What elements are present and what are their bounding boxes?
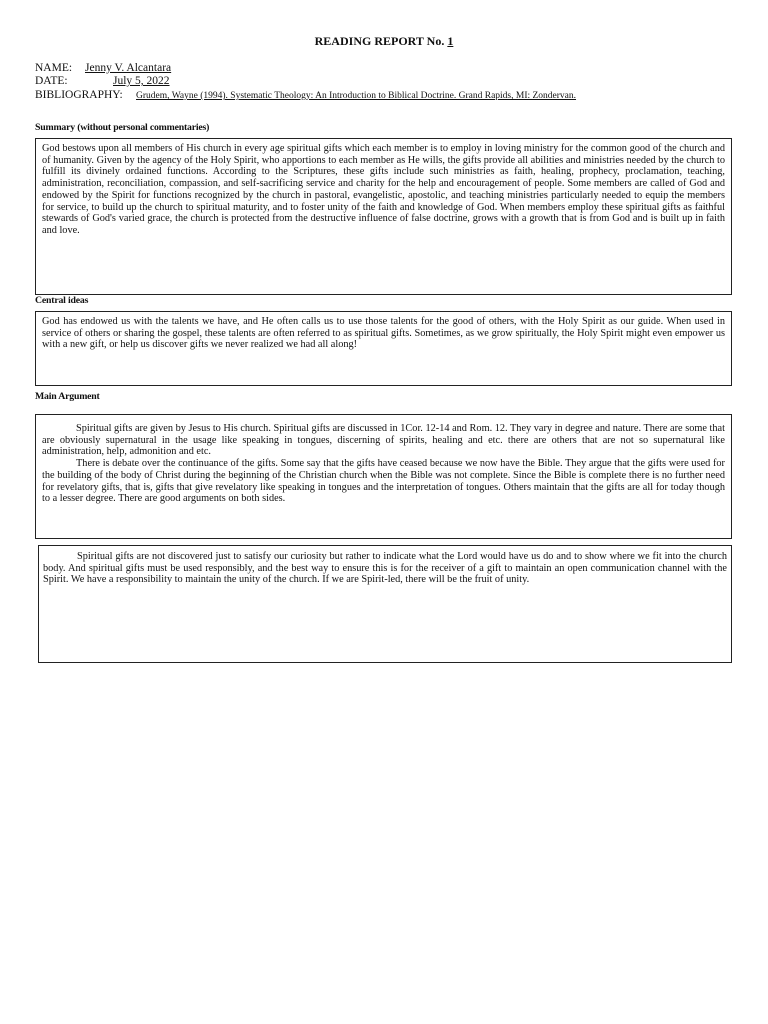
summary-box (35, 138, 732, 295)
continuation-paragraph: Spiritual gifts are not discovered just to satisfy our curiosity but rather to indicate what the Lord would have us do and to show where we fit into the church body. And spiritual gifts must be used responsibly, and the best way to ensure this is for the receiver of a gift to maintain an open communication channel with the Spirit. We have a responsibility to maintain the unity of the church. If we are Spirit-led, there will be the fruit of unity. (43, 551, 727, 586)
report-number: 1 (447, 34, 454, 48)
report-title-prefix: READING REPORT No. (314, 34, 445, 48)
continuation-box (38, 545, 732, 663)
main-argument-heading: Main Argument (35, 391, 100, 402)
date-row (35, 75, 170, 87)
date-label: DATE: (35, 75, 68, 87)
date-value: July 5, 2022 (113, 75, 170, 87)
main-argument-paragraph-2: There is debate over the continuance of the gifts. Some say that the gifts have ceased because we now have the Bible. They argue that the gifts were used for the building of the body of Christ during the beginning of the Christian church when the Bible was not complete. Since the Bible is complete there is no further need for revelatory gifts, that is, gifts that give revelatory like speaking in tongues and the interpretation of tongues. Others maintain that the gifts are all for today though to a lesser degree. There are good arguments on both sides. (42, 458, 725, 505)
continuation-clip (43, 551, 727, 596)
main-argument-paragraph-1: Spiritual gifts are given by Jesus to His church. Spiritual gifts are discussed in 1Cor. 12-14 and Rom. 12. They vary in degree and nature. There are some that are obviously supernatural in the usage like speaking in tongues, discerning of spirits, healing and etc. there are others that are not so supernatural like administration, help, admonition and etc. (42, 423, 725, 458)
report-title (0, 34, 768, 49)
central-ideas-heading: Central ideas (35, 295, 89, 306)
main-argument-box (35, 414, 732, 539)
central-ideas-text: God has endowed us with the talents we have, and He often calls us to use those talents for the good of others, with the Holy Spirit as our guide. When used in service of others or sharing the gospel, these talents are often referred to as spiritual gifts. Sometimes, as we grow spiritually, the Holy Spirit might even empower us with a new gift, or help us discover gifts we never realized we had all along! (42, 316, 725, 351)
bibliography-value: Grudem, Wayne (1994). Systematic Theology: An Introduction to Biblical Doctrine. Grand Rapids, MI: Zondervan. (136, 91, 577, 101)
name-value: Jenny V. Alcantara (85, 62, 172, 74)
bibliography-row (35, 89, 577, 101)
summary-text: God bestows upon all members of His church in every age spiritual gifts which each member is to employ in loving ministry for the common good of the church and of humanity. Given by the agency of the Holy Spirit, who apportions to each member as He wills, the gifts provide all abilities and ministries needed by the church to fulfill its divinely ordained functions. According to the Scriptures, these gifts include such ministries as faith, healing, prophecy, proclamation, teaching, administration, reconciliation, compassion, and self-sacrificing service and charity for the help and encouragement of people. Some members are called of God and endowed by the Spirit for functions recognized by the church in pastoral, evangelistic, apostolic, and teaching ministries particularly needed to equip the members for service, to build up the church to spiritual maturity, and to foster unity of the faith and knowledge of God. When members employ these spiritual gifts as faithful stewards of God's varied grace, the church is protected from the destructive influence of false doctrine, grows with a growth that is from God and is built up in faith and love. (42, 143, 725, 236)
central-ideas-box (35, 311, 732, 386)
name-label: NAME: (35, 62, 73, 74)
name-row (35, 62, 172, 74)
bibliography-label: BIBLIOGRAPHY: (35, 89, 123, 101)
summary-heading: Summary (without personal commentaries) (35, 122, 210, 133)
